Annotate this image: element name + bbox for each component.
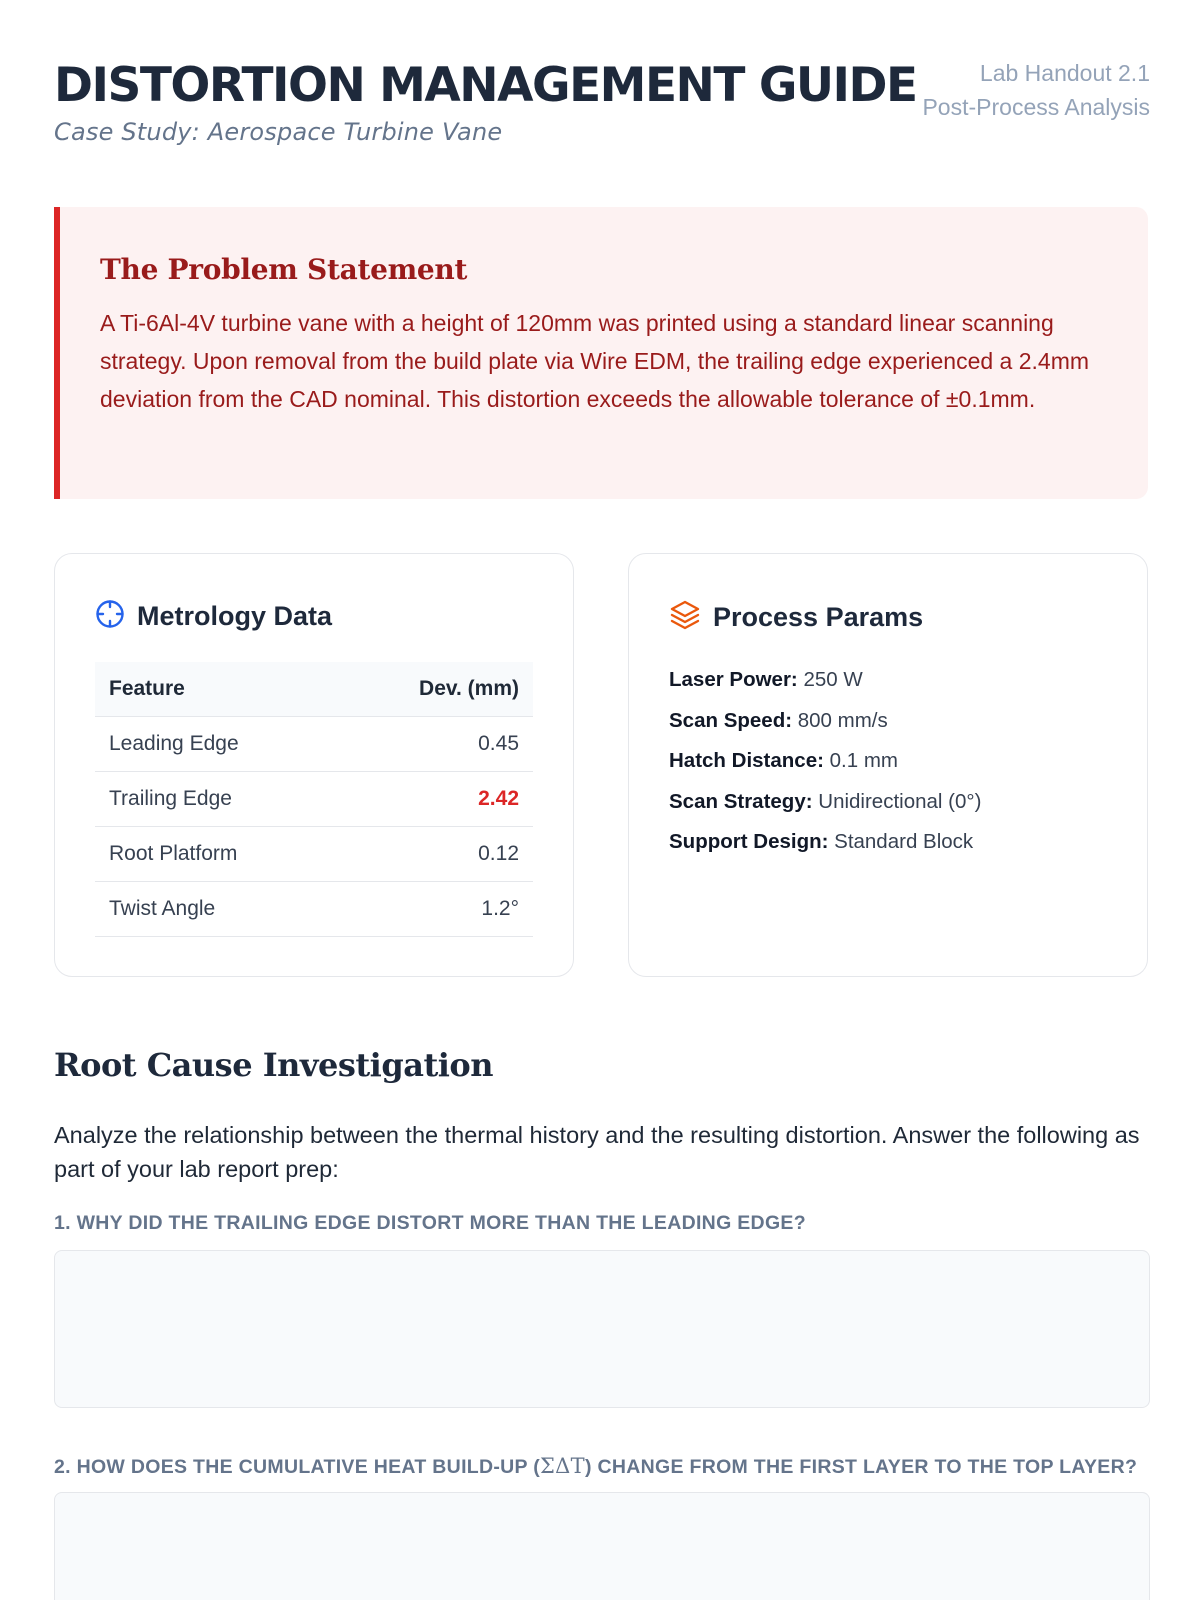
param-label: Laser Power: (669, 668, 798, 691)
table-row (95, 771, 533, 826)
param-value: 800 mm/s (797, 708, 888, 732)
param-label: Scan Strategy: (669, 789, 813, 813)
param-item (669, 822, 981, 863)
process-card (628, 553, 1148, 977)
handout-meta (922, 56, 1150, 124)
page-header (54, 56, 1150, 156)
table-row (95, 826, 533, 881)
answer-2-textarea[interactable] (54, 1492, 1150, 1600)
layers-icon (669, 599, 701, 636)
answer-1-textarea[interactable] (54, 1250, 1150, 1408)
problem-heading: The Problem Statement (100, 253, 468, 286)
handout-analysis: Post-Process Analysis (922, 94, 1150, 120)
investigation-intro: Analyze the relationship between the thermal history and the resulting distortion. Answer the following as part of your lab report prep: (54, 1122, 1140, 1182)
process-header (669, 599, 923, 636)
col-dev: Dev. (mm) (337, 662, 533, 716)
param-item (669, 741, 981, 782)
table-row (95, 881, 533, 936)
heat-sum-symbol: ΣΔT (540, 1454, 585, 1478)
problem-body: A Ti-6Al-4V turbine vane with a height of 120mm was printed using a standard linear scanning strategy. Upon removal from the build plate via Wire EDM, the trailing edge experienced a 2.4mm deviation from the CAD nominal. This distortion exceeds the allowable tolerance of ±0.1mm. (100, 310, 1090, 412)
param-item (669, 701, 981, 742)
dev-cell: 0.12 (337, 826, 533, 881)
investigation-title: Root Cause Investigation (54, 1046, 493, 1084)
question-1-label: 1. WHY DID THE TRAILING EDGE DISTORT MORE THAN THE LEADING EDGE? (54, 1212, 806, 1234)
feature-cell: Root Platform (95, 826, 337, 881)
process-param-list (669, 660, 981, 863)
param-value: 250 W (803, 668, 863, 691)
feature-cell: Trailing Edge (95, 771, 337, 826)
table-row (95, 716, 533, 771)
dev-cell-highlight: 2.42 (337, 771, 533, 826)
metrology-table (95, 662, 533, 937)
feature-cell: Leading Edge (95, 716, 337, 771)
metrology-card (54, 553, 574, 977)
param-label: Support Design: (669, 830, 829, 853)
crosshair-icon (95, 599, 125, 634)
table-header-row (95, 662, 533, 716)
param-item (669, 782, 981, 823)
handout-number: Lab Handout 2.1 (979, 60, 1150, 86)
param-value: 0.1 mm (829, 749, 898, 772)
question-2-text-start: 2. HOW DOES THE CUMULATIVE HEAT BUILD-UP ( (54, 1456, 541, 1478)
param-value: Unidirectional (0°) (818, 789, 982, 813)
col-feature: Feature (95, 662, 337, 716)
metrology-header (95, 599, 332, 634)
dev-cell: 1.2° (337, 881, 533, 936)
feature-cell: Twist Angle (95, 881, 337, 936)
question-2-text-end: ) CHANGE FROM THE FIRST LAYER TO THE TOP LAYER? (584, 1456, 1138, 1478)
dev-cell: 0.45 (337, 716, 533, 771)
page-title: DISTORTION MANAGEMENT GUIDE (54, 58, 917, 113)
page-subtitle: Case Study: Aerospace Turbine Vane (54, 118, 503, 146)
param-item (669, 660, 981, 701)
param-value: Standard Block (834, 830, 974, 853)
problem-statement-box (54, 207, 1148, 499)
param-label: Hatch Distance: (669, 749, 824, 772)
process-title: Process Params (713, 602, 924, 632)
metrology-title: Metrology Data (137, 601, 333, 631)
question-2-label (54, 1454, 1137, 1479)
param-label: Scan Speed: (669, 708, 793, 732)
